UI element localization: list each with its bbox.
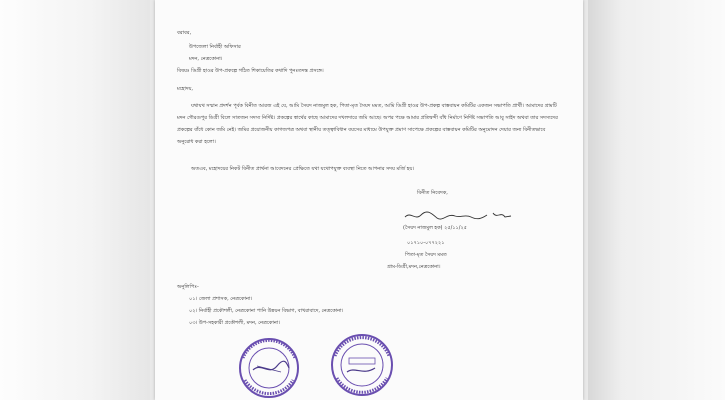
copy-heading: অনুলিপিঃ- <box>177 284 199 290</box>
handwritten-signature <box>401 207 521 227</box>
to-label: বরাবর, <box>177 30 192 36</box>
closing-request: অতএব, মহোদয়ের নিকট বিনীত প্রার্থনা আবেদনের প্রেক্ষিতে যথা যথোপযুক্ত ব্যবস্থা নিতে আপনার সদয় মর্জি হয়। <box>191 166 415 172</box>
sign-off: বিনীত নিবেদক, <box>417 190 448 196</box>
copy-item: ০২। নির্বাহী প্রকৌশলী, নেত্রকোনা পানি উন্নয়ন বিভাগ, বাখরাবাদে, নেত্রকোনা। <box>189 308 344 314</box>
official-seal-right <box>329 332 395 398</box>
copy-item: ০১। জেলা প্রশাসক, নেত্রকোনা। <box>189 296 253 302</box>
recipient-address: মদন, নেত্রকোনা। <box>189 56 223 62</box>
official-seal-left <box>237 336 301 400</box>
subject-line: বিষয়ঃ ডিগ্রী হাওর উপ-প্রকল্পে গঠিত শিকায়েতির কথাদি পুনঃতদন্ত প্রসঙ্গে। <box>177 68 324 74</box>
signer-phone: ০১৭১০-০৭৭২২১ <box>407 240 445 246</box>
copy-item: ০৩। উপ-সহকারী প্রকৌশলী, মদন, নেত্রকোনা। <box>189 320 281 326</box>
right-background-strip <box>588 0 725 400</box>
body-paragraph: যথাযথ সম্মান প্রদর্শন পূর্বক বিনীত আরজ এই যে, আমি সৈয়দ নাজমুল হক, পিতা-মৃত সৈয়দ মমত, আমি ডিগ্রী হাওর উপ-প্রকল্প বাস্তবায়ন কমিটির একজন সভাপতি প্রার্থী। আমাদের গ্রামটি মদন গৌরগুপুর ডিগ্রী বিলে সাতজন সদস্য নির্দিষ্ট। প্রকল্পের স্বার্থের কাছে আমাদের দখলদারে জমি আছে। অপর পক্ষে আমার প্রতিদ্বন্দী বাঁধ নির্মাণে নির্দিষ্ট সভাপতি আবু সাইদ অথবা তার সদস্যদের প্রকল্পের বাঁধে কোন জমি নেই। জমির প্রয়োজনীয় কাগজপত্র অথবা স্থানীয় তত্ত্বাবিধান বয়সের মাধ্যমে উপযুক্ত প্রমাণ সাপেক্ষে প্রকল্পের বাস্তবায়ন কমিটির অনুমোদন দেয়ার জন্য বিনীতভাবে অনুরোধ করা হলো। <box>177 103 558 145</box>
signer-father: পিতা-মৃত সৈয়দ মমত <box>405 252 447 258</box>
left-background-strip <box>0 0 150 400</box>
signer-village: গ্রাম-ডিগ্রী,মদন,নেত্রকোনা। <box>387 264 441 270</box>
letter-page <box>155 0 583 400</box>
salutation: মহোদয়, <box>177 86 194 92</box>
signer-name: (সৈয়দ নাজমুল হক) ২৫/১১/২৫ <box>403 225 467 231</box>
recipient-title: উপজেলা নির্বাহী অফিসার <box>189 44 241 50</box>
